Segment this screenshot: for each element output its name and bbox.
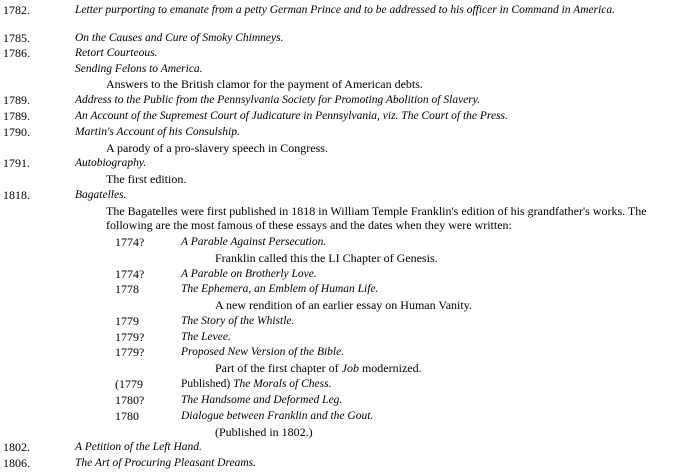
entry-title: Autobiography. bbox=[75, 157, 147, 169]
bagatelle-date: 1780? bbox=[115, 393, 145, 407]
bagatelle-title: The Handsome and Deformed Leg. bbox=[181, 394, 343, 406]
entry-title: A Petition of the Left Hand. bbox=[75, 441, 202, 453]
entry-year: 1818. bbox=[3, 188, 30, 202]
entry-title: Martin's Account of his Consulship. bbox=[75, 126, 240, 138]
entry-year: 1790. bbox=[3, 125, 30, 139]
bagatelle-date: 1778 bbox=[115, 282, 139, 296]
bagatelle-published-note: Published) bbox=[181, 378, 231, 390]
entry-description: Answers to the British clamor for the payment of American debts. bbox=[106, 77, 423, 91]
entry-title: The Art of Procuring Pleasant Dreams. bbox=[75, 457, 257, 469]
bagatelle-title: The Morals of Chess. bbox=[233, 378, 332, 390]
bagatelle-description: Part of the first chapter of Job modernized. bbox=[215, 361, 422, 375]
entry-year: 1789. bbox=[3, 93, 30, 107]
entry-title: Sending Felons to America. bbox=[75, 63, 203, 75]
bagatelle-title: The Story of the Whistle. bbox=[181, 315, 295, 327]
bagatelle-title: The Levee. bbox=[181, 331, 231, 343]
entry-year: 1785. bbox=[3, 31, 30, 45]
entry-title: Address to the Public from the Pennsylvania Society for Promoting Abolition of Slavery. bbox=[75, 94, 481, 106]
bagatelle-title: Dialogue between Franklin and the Gout. bbox=[181, 410, 374, 422]
entry-year: 1806. bbox=[3, 456, 30, 470]
bagatelle-date: 1774? bbox=[115, 235, 145, 249]
bagatelle-title: A Parable on Brotherly Love. bbox=[181, 268, 317, 280]
entry-description: The first edition. bbox=[106, 172, 187, 186]
bagatelle-title-line bbox=[181, 378, 331, 390]
entry-title: An Account of the Supremest Court of Judicature in Pennsylvania, viz. The Court of the Press. bbox=[75, 110, 508, 122]
bagatelle-date: 1780 bbox=[115, 409, 139, 423]
entry-year: 1789. bbox=[3, 109, 30, 123]
bagatelle-date: 1779? bbox=[115, 330, 145, 344]
entry-description: A parody of a pro-slavery speech in Congress. bbox=[106, 141, 328, 155]
entry-title: Letter purporting to emanate from a petty German Prince and to be addressed to his officer in Command in America. bbox=[75, 4, 616, 16]
bagatelle-date: 1774? bbox=[115, 267, 145, 281]
entry-year: 1782. bbox=[3, 3, 30, 17]
bagatelle-date: 1779 bbox=[115, 314, 139, 328]
bagatelle-description: A new rendition of an earlier essay on Human Vanity. bbox=[215, 298, 472, 312]
entry-year: 1802. bbox=[3, 440, 30, 454]
bagatelles-intro-paragraph: The Bagatelles were first published in 1818 in William Temple Franklin's edition of his grandfather's works. The following are the most famous of these essays and the dates when they were written: bbox=[106, 204, 647, 232]
bagatelle-description: (Published in 1802.) bbox=[215, 425, 313, 439]
bagatelle-date: 1779? bbox=[115, 345, 145, 359]
bagatelle-title: Proposed New Version of the Bible. bbox=[181, 346, 345, 358]
bagatelle-title: A Parable Against Persecution. bbox=[181, 236, 327, 248]
bagatelle-date: (1779 bbox=[115, 377, 143, 391]
entry-title: On the Causes and Cure of Smoky Chimneys. bbox=[75, 32, 284, 44]
entry-year: 1786. bbox=[3, 46, 30, 60]
entry-year: 1791. bbox=[3, 156, 30, 170]
entry-title: Bagatelles. bbox=[75, 189, 127, 201]
bagatelle-title: The Ephemera, an Emblem of Human Life. bbox=[181, 283, 379, 295]
entry-title: Retort Courteous. bbox=[75, 47, 158, 59]
bagatelle-description: Franklin called this the LI Chapter of Genesis. bbox=[215, 251, 438, 265]
